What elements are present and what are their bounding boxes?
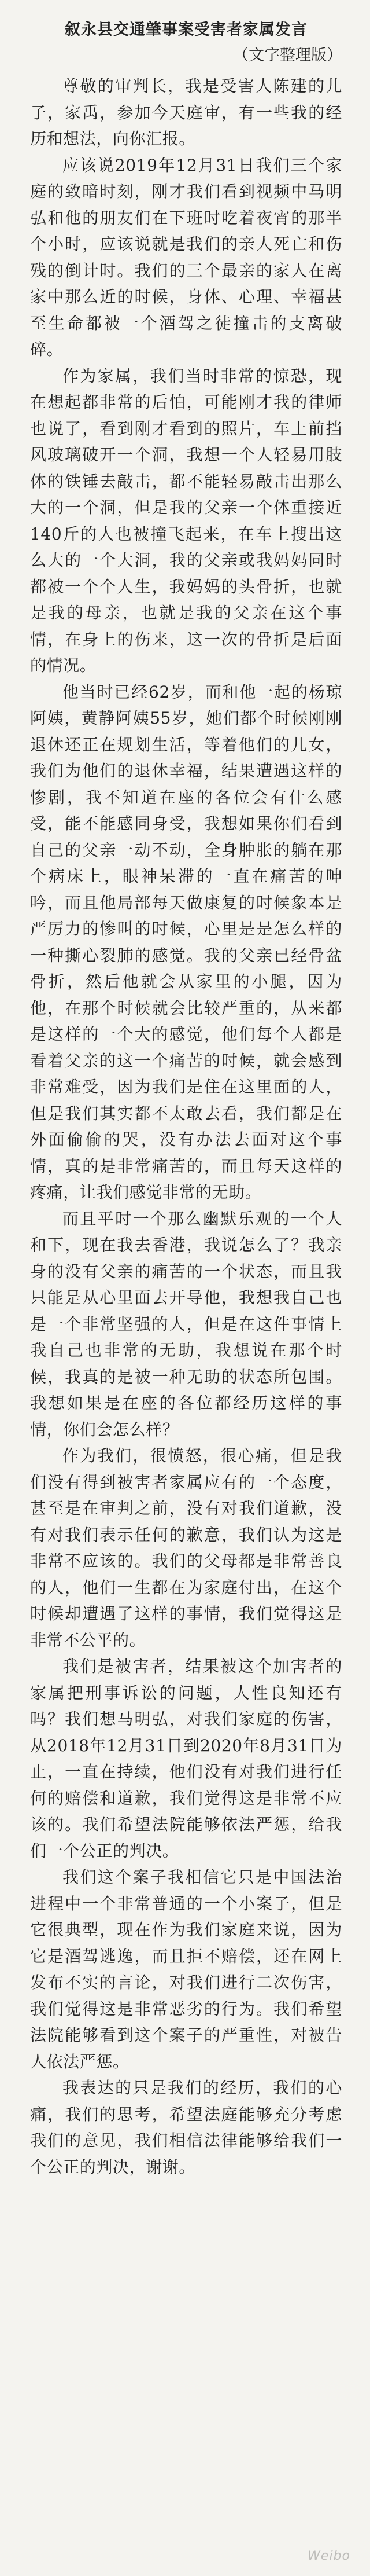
- paragraph: 而且平时一个那么幽默乐观的一个人和下，现在我去香港，我说怎么了？我亲身的没有父亲的痛苦的一个状态，而且我只能是从心里面去开导他，我想我自己也是一个非常坚强的人，但是在这件事情上我自己也非常的无助，我想说在那个时候，我真的是被一种无助的状态所包围。我想如果是在座的各位都经历这样的事情，你们会怎么样？: [30, 1209, 342, 1439]
- document-subtitle: （文字整理版）: [233, 46, 342, 64]
- watermark: Weibo: [308, 2549, 350, 2563]
- paragraph: 我们这个案子我相信它只是中国法治进程中一个非常普通的一个小案子，但是它很典型，现在作为我们家庭来说，因为它是酒驾逃逸，而且拒不赔偿，还在网上发布不实的言论，对我们进行二次伤害，我们觉得这是非常恶劣的行为。我们希望法院能够看到这个案子的严重性，对被告人依法严惩。: [30, 1867, 342, 2071]
- paragraph: 作为家属，我们当时非常的惊恐，现在想起都非常的后怕，可能刚才我的律师也说了，看到刚才看到的照片，车上前挡风玻璃破开一个洞，我想一个人轻易用肢体的铁锤去敲击，都不能轻易敲击出那么大的一个洞，但是我的父亲一个体重接近140斤的人也被撞飞起来，在车上搜出这么大的一个大洞，我的父亲或我妈妈同时都被一个个人生，我妈妈的头骨折，也就是我的母亲，也就是我的父亲在这个事情，在身上的伤来，这一次的骨折是后面的情况。: [30, 366, 342, 675]
- paragraph: 应该说2019年12月31日我们三个家庭的致暗时刻，刚才我们看到视频中马明弘和他的朋友们在下班时吃着夜宵的那半个小时，应该说就是我们的亲人死亡和伤残的倒计时。我们的三个最亲的家人在离家中那么近的时候，身体、心理、幸福甚至生命都被一个酒驾之徒撞击的支离破碎。: [30, 155, 342, 359]
- paragraph: 他当时已经62岁，而和他一起的杨琼阿姨，黄静阿姨55岁，她们都个时候刚刚退休还正在规划生活，等着他们的儿女，我们为他们的退休幸福，结果遭遇这样的惨剧，我不知道在座的各位会有什么感受，能不能感同身受，我想如果你们看到自己的父亲一动不动，全身肿胀的躺在那个病床上，眼神呆滞的一直在痛苦的呻吟，而且他局部每天做康复的时候象本是严厉力的惨叫的时候，心里是是怎么样的一种撕心裂肺的感觉。我的父亲已经骨盆骨折，然后他就会从家里的小腿，因为他，在那个时候就会比较严重的，从来都是这样的一个大的感觉，他们每个人都是看着父亲的这一个痛苦的时候，就会感到非常难受，因为我们是住在这里面的人，但是我们其实都不太敢去看，我们都是在外面偷偷的哭，没有办法去面对这个事情，真的是非常痛苦的，而且每天这样的疼痛，让我们感觉非常的无助。: [30, 682, 342, 1202]
- document-title: 叙永县交通肇事案受害者家属发言: [65, 21, 308, 39]
- paragraph: 尊敬的审判长，我是受害人陈建的儿子，家禹，参加今天庭审，有一些我的经历和想法，向你汇报。: [30, 76, 342, 148]
- paragraph: 我表达的只是我们的经历，我们的心痛，我们的思考，希望法庭能够充分考虑我们的意见，我们相信法律能够给我们一个公正的判决，谢谢。: [30, 2078, 342, 2177]
- paragraph: 我们是被害者，结果被这个加害者的家属把刑事诉讼的问题，人性良知还有吗？我们想马明弘，对我们家庭的伤害，从2018年12月31日到2020年8月31日为止，一直在持续，他们没有对我们进行任何的赔偿和道歉，我们觉得这是非常不应该的。我们希望法院能够依法严惩，给我们一个公正的判决。: [30, 1657, 342, 1861]
- paragraph: 作为我们，很愤怒，很心痛，但是我们没有得到被害者家属应有的一个态度，甚至是在审判之前，没有对我们道歉，没有对我们表示任何的歉意，我们认为这是非常不应该的。我们的父母都是非常善良的人，他们一生都在为家庭付出，在这个时候却遭遇了这样的事情，我们觉得这是非常不公平的。: [30, 1446, 342, 1650]
- document-body: [30, 73, 342, 2180]
